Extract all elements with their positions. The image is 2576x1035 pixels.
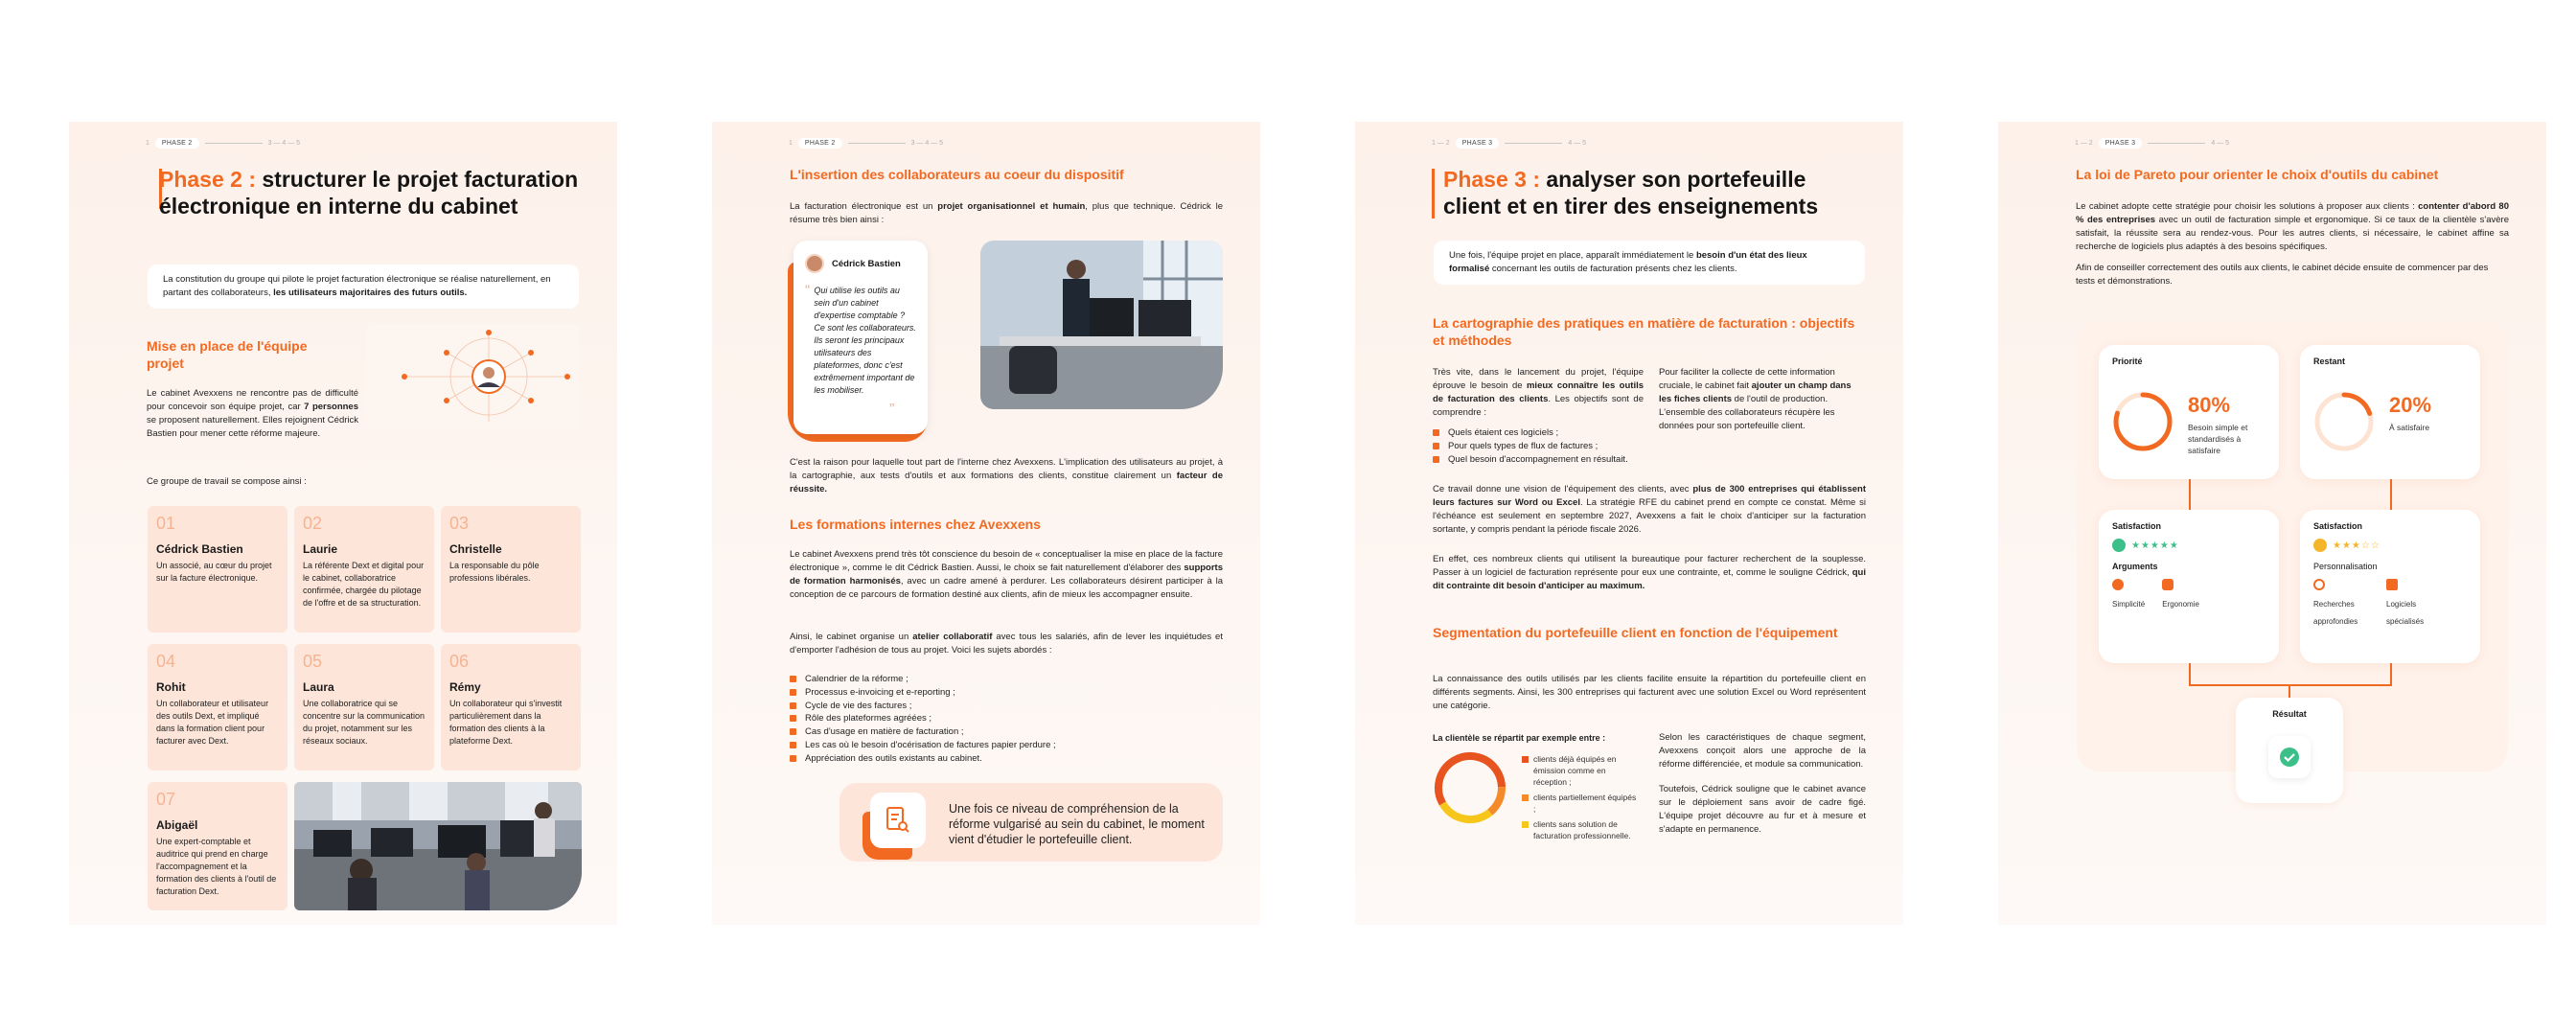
vision-paragraph: Ce travail donne une vision de l'équipement des clients, avec plus de 300 entreprises qui établissent leurs factures sur Word ou Excel. La stratégie RFE du cabinet prend en compte ce constat. Même si l'échéance est seulement en septembre 2027, Avexxens a fait le choix d'anticiper sur la facturation sortante, y compris pendant la période fiscale 2026. <box>1433 484 1866 535</box>
intro-box: Une fois, l'équipe projet en place, apparaît immédiatement le besoin d'un état des lieux formalisé concernant les outils de facturation présents chez les clients. <box>1434 241 1865 285</box>
progress-ring-80 <box>2112 391 2174 452</box>
phase-progress: 1 PHASE 2 3 — 4 — 5 <box>146 139 301 147</box>
page-phase-2-structure <box>69 122 617 925</box>
smiley-green-icon <box>2112 539 2126 552</box>
satisfaction-right-card: Satisfaction ★★★☆☆ Personnalisation Recherches approfondies Logiciels spécialisés <box>2300 510 2480 663</box>
carto-paragraph: Très vite, dans le lancement du projet, l'équipe éprouve le besoin de mieux connaître les outils de facturation des clients. Les objectifs sont de comprendre : <box>1433 367 1644 418</box>
intro-box: La constitution du groupe qui pilote le projet facturation électronique se réalise naturellement, en partant des collaborateurs, les utilisateurs majoritaires des futurs outils. <box>148 264 579 309</box>
quote-author: Cédrick Bastien <box>832 258 901 269</box>
section-heading-pareto: La loi de Pareto pour orienter le choix d'outils du cabinet <box>2076 167 2439 182</box>
search-icon <box>2313 579 2325 590</box>
list-item: Calendrier de la réforme ; <box>790 673 1211 686</box>
sujets-list <box>790 673 1211 766</box>
document-search-icon <box>870 793 926 848</box>
section-heading-equipe: Mise en place de l'équipe projet <box>147 338 308 371</box>
list-item: Quel besoin d'accompagnement en résultait. <box>1433 453 1644 467</box>
segmentation-paragraph: La connaissance des outils utilisés par les clients facilite ensuite la répartition du portefeuille client en différents segments. Ainsi, les 300 entreprises qui facturent avec une solution Excel ou Word représentent une catégorie. <box>1433 674 1866 711</box>
legend-swatch <box>1522 756 1529 763</box>
member-card: 02 Laurie La référente Dext et digital pour le cabinet, collaboratrice confirmée, chargée du pilotage de l'offre et de sa structuration. <box>294 506 434 632</box>
list-item: Processus e-invoicing et e-reporting ; <box>790 686 1211 700</box>
formations-paragraph-2: Ainsi, le cabinet organise un atelier collaboratif avec tous les salariés, afin de lever les inquiétudes et d'emporter l'adhésion de tous au projet. Voici les sujets abordés : <box>790 632 1223 656</box>
formations-paragraph-1: Le cabinet Avexxens prend très tôt conscience du besoin de « conceptualiser la mise en place de la facture électronique », comme le dit Cédrick Bastien. Aussi, le choix se fait naturellement d'élaborer des supports de formation harmonisés, avec un cadre amené à perdurer. Les collaborateurs désirent participer à la conception de ce parcours de formation destiné aux clients, afin de mieux les accompagner ensuite. <box>790 549 1223 600</box>
restant-card: Restant 20% À satisfaire <box>2300 345 2480 479</box>
list-item: Pour quels types de flux de factures ; <box>1433 440 1644 453</box>
raison-paragraph: C'est la raison pour laquelle tout part de l'interne chez Avexxens. L'implication des utilisateurs au projet, à la cartographie, aux tests d'outils et aux formations des clients, constitue clairement un facteur de réussite. <box>790 457 1224 494</box>
check-icon <box>2268 736 2311 778</box>
phase-progress: 1 — 2 PHASE 3 4 — 5 <box>2075 139 2230 147</box>
quote-close-icon: ” <box>889 402 895 418</box>
page-title: Phase 3 : analyser son portefeuille client et en tirer des enseignements <box>1443 167 1819 218</box>
donut-legend: clients déjà équipés en émission comme en réception ; clients partiellement équipés ; clients sans solution de facturation professionnelle. <box>1522 753 1637 841</box>
pareto-paragraph-2: Afin de conseiller correctement des outils aux clients, le cabinet décide ensuite de commencer par des tests et démonstrations. <box>2076 263 2489 287</box>
rating-stars: ★★★☆☆ <box>2333 540 2380 551</box>
carto-right-paragraph: Pour faciliter la collecte de cette information cruciale, le cabinet fait ajouter un champ dans les fiches clients de l'outil de production. L'ensemble des collaborateurs récupère les données pour son portefeuille client. <box>1659 367 1852 431</box>
page-phase-3-portefeuille <box>1355 122 1903 925</box>
office-man-photo <box>980 241 1223 409</box>
smiley-yellow-icon <box>2313 539 2327 552</box>
priorite-card: Priorité 80% Besoin simple et standardisés à satisfaire <box>2099 345 2279 479</box>
member-card: 03 Christelle La responsable du pôle professions libérales. <box>441 506 581 632</box>
segment-right-paragraph-1: Selon les caractéristiques de chaque segment, Avexxens conçoit alors une approche de la réforme différenciée, et module sa communication. <box>1659 732 1866 770</box>
member-card: 05 Laura Une collaboratrice qui se concentre sur la communication du projet, notamment sur les réseaux sociaux. <box>294 644 434 770</box>
ergonomics-icon <box>2162 579 2174 590</box>
phase-pill: PHASE 3 <box>2099 138 2143 149</box>
legend-swatch <box>1522 794 1529 801</box>
page-pareto <box>1998 122 2546 925</box>
member-card: 07 Abigaël Une expert-comptable et auditrice qui prend en charge l'accompagnement et la formation des clients à l'outil de facturation Dext. <box>148 782 288 910</box>
groupe-intro: Ce groupe de travail se compose ainsi : <box>147 476 307 487</box>
phase-pill: PHASE 3 <box>1456 138 1500 149</box>
pareto-paragraph: Le cabinet adopte cette stratégie pour choisir les solutions à proposer aux clients : contenter d'abord 80 % des entreprises avec un outil de facturation simple et ergonomique. Si ce taux de la clientèle s'avère satisfait, la réussite sera au rendez-vous. Pour les autres clients, si nécessaire, le cabinet affine sa recherche de logiciels plus adaptés à des besoins spécifiques. <box>2076 201 2509 252</box>
segment-donut-chart <box>1433 750 1507 825</box>
satisfaction-left-card: Satisfaction ★★★★★ Arguments Simplicité Ergonomie <box>2099 510 2279 663</box>
page-title: Phase 2 : structurer le projet facturation électronique en interne du cabinet <box>159 167 579 218</box>
software-icon <box>2386 579 2398 590</box>
resultat-card: Résultat <box>2236 698 2343 803</box>
section-heading-formations: Les formations internes chez Avexxens <box>790 517 1041 532</box>
effet-paragraph: En effet, ces nombreux clients qui utilisent la bureautique pour facturer recherchent de la souplesse. Passer à un logiciel de facturation représente pour eux une contrainte, et, comme le souligne Cédrick, qui dit contrainte dit besoin d'anticiper au maximum. <box>1433 554 1866 591</box>
quote-text: Qui utilise les outils au sein d'un cabinet d'expertise comptable ? Ce sont les collaborateurs. Ils seront les principaux utilisateurs des plateformes, donc c'est extrêmement important de les mobiliser. <box>814 286 916 395</box>
equipe-paragraph: Le cabinet Avexxens ne rencontre pas de difficulté pour concevoir son équipe projet, car 7 personnes se proposent naturellement. Elles rejoignent Cédrick Bastien pour mener cette réforme majeure. <box>147 388 358 439</box>
list-item: Quels étaient ces logiciels ; <box>1433 426 1644 440</box>
quote-open-icon: “ <box>805 283 811 299</box>
avatar <box>805 254 824 273</box>
segment-right-paragraph-2: Toutefois, Cédrick souligne que le cabinet avance sur le déploiement sans avoir de cadre figé. L'équipe projet découvre au fur et à mesure et s'adapte en permanence. <box>1659 784 1866 835</box>
section-heading-segmentation: Segmentation du portefeuille client en fonction de l'équipement <box>1433 625 1838 640</box>
team-orbit-diagram <box>366 324 579 429</box>
page-insertion-collaborateurs <box>712 122 1260 925</box>
office-team-photo <box>294 782 582 910</box>
callout-text: Une fois ce niveau de compréhension de la réforme vulgarisé au sein du cabinet, le moment vient d'étudier le portefeuille client. <box>949 802 1205 846</box>
phase-progress: 1 — 2 PHASE 3 4 — 5 <box>1432 139 1587 147</box>
section-heading-cartographie: La cartographie des pratiques en matière de facturation : objectifs et méthodes <box>1433 315 1855 348</box>
legend-swatch <box>1522 821 1529 828</box>
member-card: 01 Cédrick Bastien Un associé, au cœur du projet sur la facture électronique. <box>148 506 288 632</box>
phase-pill: PHASE 2 <box>155 138 199 149</box>
carto-list <box>1433 426 1644 466</box>
list-item: Les cas où le besoin d'océrisation de factures papier perdure ; <box>790 739 1211 752</box>
rating-stars: ★★★★★ <box>2131 540 2179 551</box>
quote-card <box>794 241 928 434</box>
phase-pill: PHASE 2 <box>798 138 842 149</box>
member-card: 06 Rémy Un collaborateur qui s'investit particulièrement dans la formation des clients à la plateforme Dext. <box>441 644 581 770</box>
clientele-label: La clientèle se répartit par exemple entre : <box>1433 733 1606 743</box>
list-item: Cycle de vie des factures ; <box>790 700 1211 713</box>
list-item: Cas d'usage en matière de facturation ; <box>790 725 1211 739</box>
list-item: Rôle des plateformes agréées ; <box>790 712 1211 725</box>
title-accent-bar <box>1432 169 1435 218</box>
progress-ring-20 <box>2313 391 2375 452</box>
phase-progress: 1 PHASE 2 3 — 4 — 5 <box>789 139 944 147</box>
simplicity-icon <box>2112 579 2124 590</box>
section-heading-insertion: L'insertion des collaborateurs au coeur du dispositif <box>790 167 1124 182</box>
insertion-paragraph: La facturation électronique est un projet organisationnel et humain, plus que technique. Cédrick le résume très bien ainsi : <box>790 201 1223 225</box>
member-card: 04 Rohit Un collaborateur et utilisateur des outils Dext, et impliqué dans la formation client pour facturer avec Dext. <box>148 644 288 770</box>
list-item: Appréciation des outils existants au cabinet. <box>790 752 1211 766</box>
